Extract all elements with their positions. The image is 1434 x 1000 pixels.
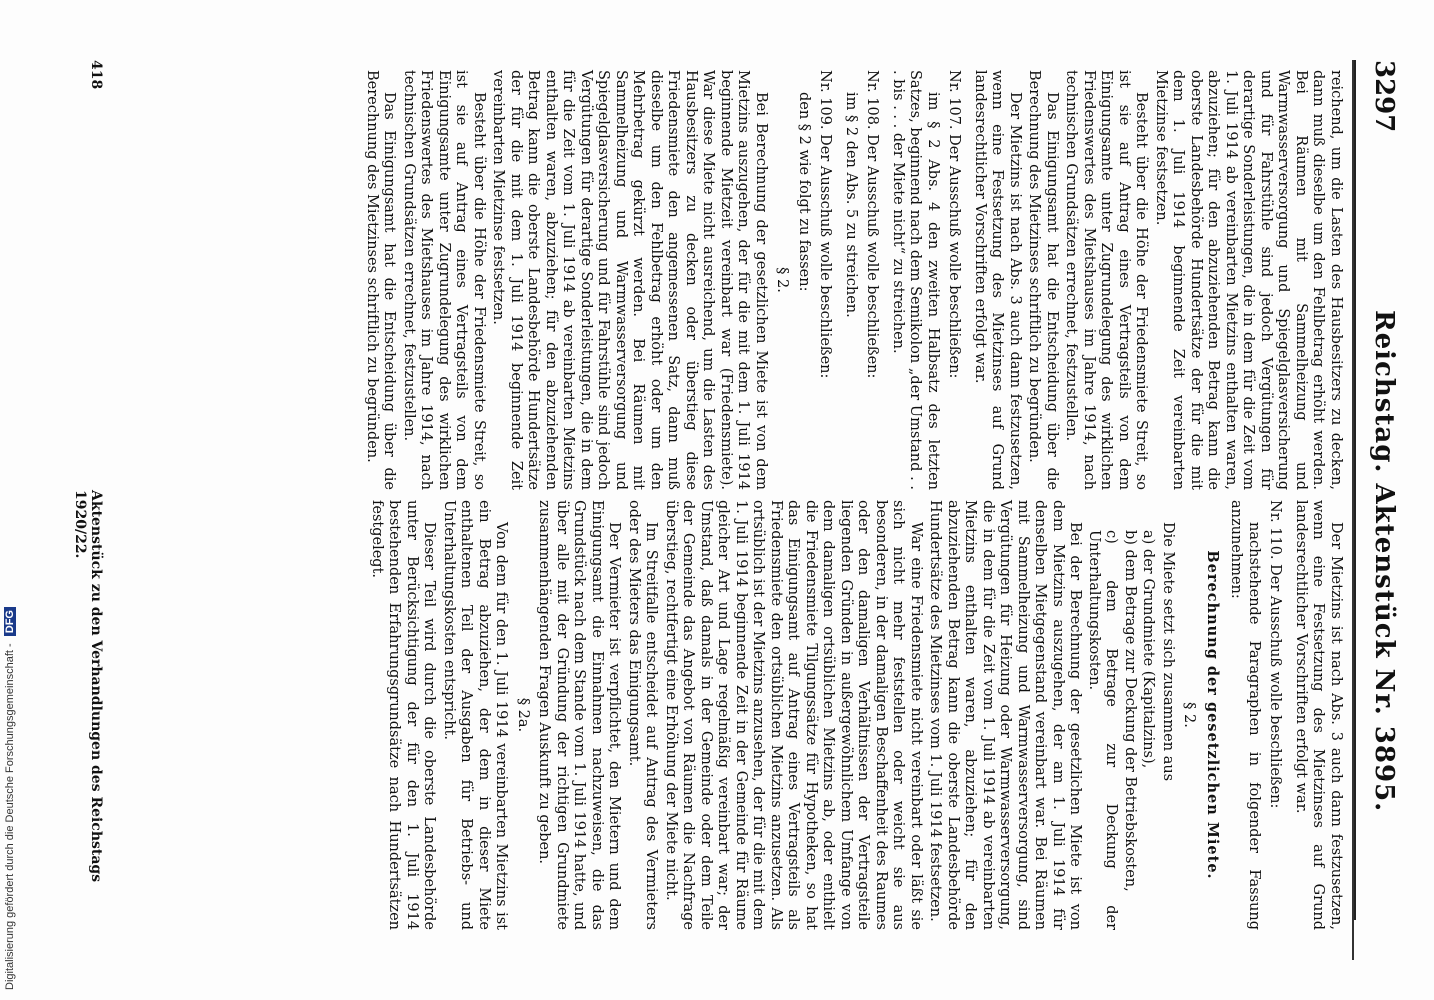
section-title: Berechnung der gesetzlichen Miete. <box>1204 550 1221 880</box>
entry-110: Nr. 110. Der Ausschuß wolle beschließen: <box>1267 500 1284 809</box>
digitization-note-text: Digitalisierung gefördert durch die Deutsche Forschungsgemeinschaft - <box>4 643 16 990</box>
paragraph: Der Vermieter ist verpflichtet, den Mietern und dem Einigungsamt die Einnahmen nachzuweisen, die das Grundstück nach dem Stande vom 1. Juli 1914 hatte, und über alle mit der Gründung der richtigen Grundmiete zusammenhängenden Fragen Auskunft zu geben. <box>536 500 623 930</box>
paragraph: Das Einigungsamt hat die Entscheidung über die Berechnung des Mietzinses schriftlich zu begründen. <box>1026 70 1060 490</box>
paragraph: Von dem für den 1. Juli 1914 vereinbarten Mietzins ist ein Betrag abzuziehen, der dem in dieser Miete enthaltenen Teil der Ausgaben für Betriebs- und Unterhaltungskosten entspricht. <box>441 500 510 930</box>
paragraph: Dieser Teil wird durch die oberste Landesbehörde unter Berücksichtigung der für den 1. Juli 1914 bestehenden Erfahrungsgrundsätze nach Hundertsätzen festgelegt. <box>369 500 438 930</box>
paragraph: Besteht über die Höhe der Friedensmiete Streit, so ist sie auf Antrag eines Vertragsteils von dem Einigungsamte unter Zugrundelegung des wirklichen Friedenswertes des Mietshauses im Jahre 1914, nach technischen Grundsätzen errechnet, festzustellen. <box>401 70 487 490</box>
header-title: Reichstag. Aktenstück Nr. 3895. <box>1369 310 1399 813</box>
footer-page-number: 418 <box>88 60 104 90</box>
list-item: a) der Grundmiete (Kapitalzins), <box>1140 530 1157 769</box>
paragraph: Der Mietzins ist nach Abs. 3 auch dann festzusetzen, wenn eine Festsetzung des Mietzinses auf Grund landesrechtlicher Vorschriften erfolgt war. <box>1293 500 1344 930</box>
paragraph: Bei Berechnung der gesetzlichen Miete ist von dem Mietzins auszugehen, der für die mit dem 1. Juli 1914 beginnende Mietzeit vereinbart war (Friedensmiete). War diese Miete nicht ausreichend, um die Lasten des Hausbesitzers zu decken oder überstieg diese Friedensmiete den angemessenen Satz, dann muß dieselbe um den Fehlbetrag erhöht oder um den Mehrbetrag gekürzt werden. Bei Räumen mit Sammelheizung und Warmwasserversorgung und Spiegelglasversicherung und für Fahrstühle sind jedoch Vergütungen für derartige Sonderleistungen, die in dem für die Zeit vom 1. Juli 1914 ab vereinbarten Mietzins enthalten waren, abzuziehen; für den abzuziehenden Betrag kann die oberste Landesbehörde Hundertsätze der für die mit dem 1. Juli 1914 beginnende Zeit vereinbarten Mietzinse festsetzen. <box>490 70 769 490</box>
paragraph: Im Streitfalle entscheidet auf Antrag des Vermieters oder des Mieters das Einigungsamt. <box>626 500 660 930</box>
entry-108: Nr. 108. Der Ausschuß wolle beschließen: <box>864 70 881 379</box>
list-item: b) dem Betrage zur Deckung der Betriebskosten, <box>1122 530 1138 892</box>
page-header <box>1359 60 1399 920</box>
paragraph: den § 2 wie folgt zu fassen: <box>796 92 812 292</box>
paragraph: Die Miete setzt sich zusammen aus <box>1160 522 1176 782</box>
paragraph: nachstehende Paragraphen in folgender Fassung anzunehmen: <box>1228 500 1262 930</box>
footer-document-title: Aktenstück zu den Verhandlungen des Reichstags 1920/22. <box>72 490 104 883</box>
entry-109: Nr. 109. Der Ausschuß wolle beschließen: <box>817 70 834 379</box>
paragraph: im § 2 den Abs. 5 zu streichen. <box>843 92 859 318</box>
paragraph: im § 2 Abs. 4 den zweiten Halbsatz des letzten Satzes, beginnend nach dem Semikolon „der Umstand . . . bis . . . der Miete nicht“ zu streichen. <box>890 70 941 490</box>
paragraph: Besteht über die Höhe der Friedensmiete Streit, so ist sie auf Antrag eines Vertragsteils von dem Einigungsamte unter Zugrundelegung des wirklichen Friedenswertes des Mietshauses im Jahre 1914, nach technischen Grundsätzen errechnet, festzustellen. <box>1063 70 1150 490</box>
header-page-number: 3297 <box>1369 60 1399 133</box>
column-divider <box>1352 60 1354 960</box>
section-heading: § 2. <box>1181 702 1198 728</box>
paragraph: Bei der Berechnung der gesetzlichen Miete ist von dem Mietzins auszugehen, der am 1. Juli 1914 für denselben Mietgegenstand vereinbart war. Bei Räumen mit Sammelheizung und Warmwasserversorgung, sind Vergütungen für Heizung oder Warmwasserversorgung, die in dem für die Zeit vom 1. Juli 1914 ab vereinbarten Mietzins enthalten waren, abzuziehen; für den abzuziehenden Betrag kann die oberste Landesbehörde Hundertsätze des Mietzinses vom 1. Juli 1914 festsetzen. <box>927 500 1084 930</box>
paragraph: Das Einigungsamt hat die Entscheidung über die Berechnung des Mietzinses schriftlich zu begründen. <box>364 70 398 490</box>
header-rule <box>1354 60 1356 920</box>
dfg-logo: DFG <box>4 607 16 636</box>
left-column <box>361 70 1345 490</box>
paragraph: Der Mietzins ist nach Abs. 3 auch dann festzusetzen, wenn eine Festsetzung des Mietzinses auf Grund landesrechtlicher Vorschriften erfolgt war. <box>972 70 1023 490</box>
section-heading: § 2. <box>774 267 791 293</box>
list-item: c) dem Betrage zur Deckung der Unterhaltungskosten. <box>1086 530 1120 930</box>
right-column <box>366 500 1345 930</box>
entry-107: Nr. 107. Der Ausschuß wolle beschließen: <box>946 70 963 379</box>
paragraph: War eine Friedensmiete nicht vereinbart oder läßt sie sich nicht mehr feststellen oder weicht sie aus besonderen, in der damaligen Beschaffenheit des Raumes oder den damaligen Verhältnissen der Vertragsteile liegenden Gründen in außergewöhnlichem Umfange von dem damaligen ortsüblichen Mietzins ab, oder enthielt die Friedensmiete Tilgungssätze für Hypotheken, so hat das Einigungsamt auf Antrag eines Vertragsteils als Friedensmiete den ortsüblichen Mietzins anzusetzen. Als ortsüblich ist der Mietzins anzusehen, der für die mit dem 1. Juli 1914 beginnende Zeit in der Gemeinde für Räume gleicher Art und Lage regelmäßig vereinbart war; der Umstand, daß damals in der Gemeinde oder dem Teile der Gemeinde das Angebot von Räumen die Nachfrage überstieg, rechtfertigt eine Erhöhung der Miete nicht. <box>663 500 924 930</box>
section-heading: § 2a. <box>515 697 531 733</box>
digitization-note <box>4 607 16 990</box>
paragraph: reichend, um die Lasten des Hausbesitzers zu decken, dann muß dieselbe um den Fehlbetrag erhöht werden. Bei Räumen mit Sammelheizung und Warmwasserversorgung und Spiegelglasversicherung und für Fahrstühle sind jedoch Vergütungen für derartige Sonderleistungen, die in dem für die Zeit vom 1. Juli 1914 ab vereinbarten Mietzins enthalten waren, abzuziehen; für den abzuziehenden Betrag kann die oberste Landesbehörde Hundertsätze der für die mit dem 1. Juli 1914 beginnende Zeit vereinbarten Mietzinse festsetzen. <box>1153 70 1344 490</box>
